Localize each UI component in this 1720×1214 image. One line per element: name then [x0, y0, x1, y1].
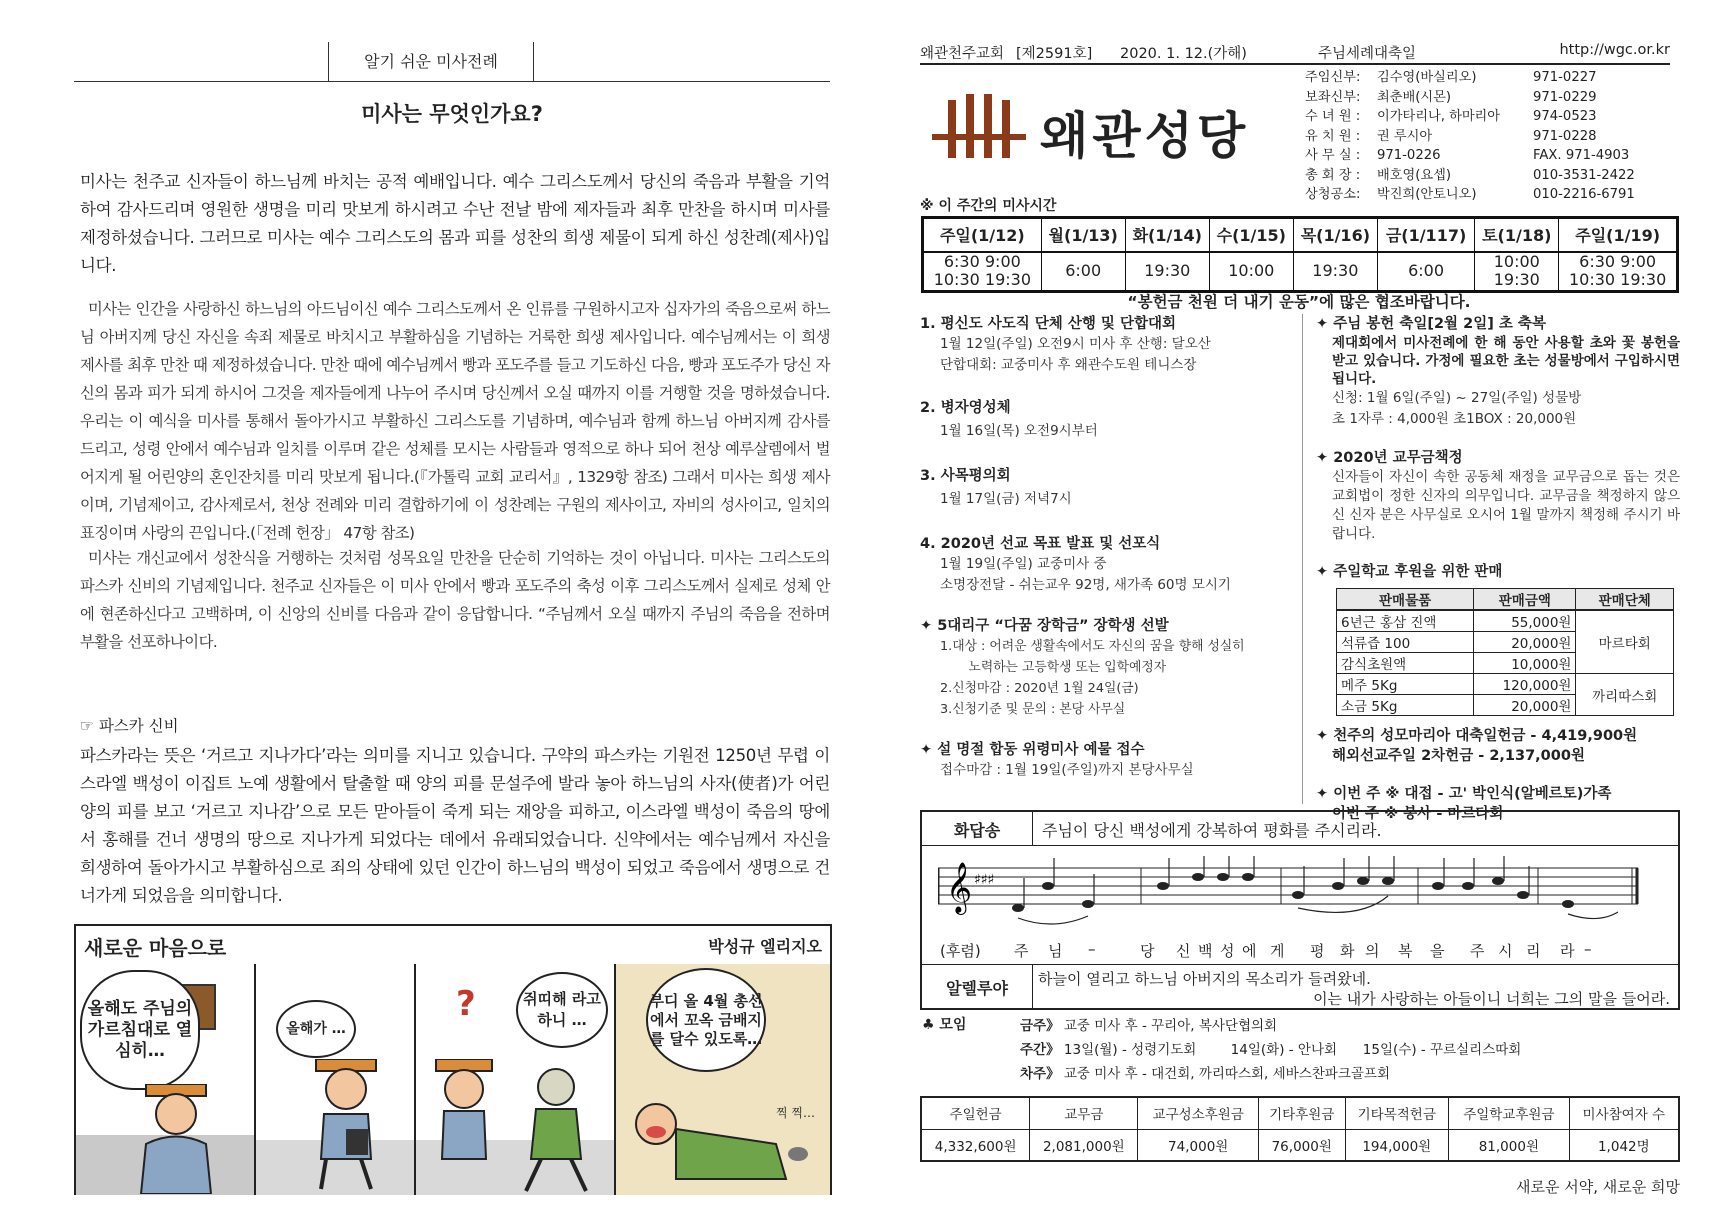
cartoon-panel-1 [76, 964, 256, 1195]
summary-value: 2,081,000원 [1030, 1129, 1138, 1161]
summary-value: 76,000원 [1258, 1129, 1345, 1161]
cartoon-strip [74, 924, 832, 1195]
mass-day: 금(1/117) [1377, 218, 1474, 252]
cartoon-panel-3 [416, 964, 616, 1195]
pascha-paragraph: 파스카라는 뜻은 ‘거르고 지나가다’라는 의미를 지니고 있습니다. 구약의 파스카는 기원전 1250년 무렵 이스라엘 백성이 이집트 노예 생활에서 탈출할 때 양의 피를 문설주에 발라 놓아 하느님의 사자(使者)가 어린양의 피를 보고 ‘거르고 지나감’으로 모든 맏아들이 죽게 되는 재앙을 피하고, 이스라엘 백성이 죽음의 땅에서 홍해를 건너 생명의 땅으로 지나가게 되었다는 데에서 유래되었습니다. 신약에서는 예수님께서 자신을 희생하여 돌아가시고 부활하심으로 죄의 상태에 있던 인간이 하느님의 백성이 되었고 죽음에서 생명으로 건너가게 되었음을 의미합니다. [80, 746, 830, 905]
lyrics-line: (후렴) 주 님 – 당 신 백 성 에 게 평 화 의 복 을 주 시 리 라 – [940, 940, 1592, 960]
offering-summary-table [920, 1096, 1680, 1162]
mass-day: 화(1/14) [1125, 218, 1209, 252]
table-row: 6년근 홍삼 진액 55,000원 마르타회 [1337, 610, 1674, 632]
notice-item: 1. 평신도 사도직 단체 산행 및 단합대회 1월 12일(주일) 오전9시 미사 후 산행: 달오산 단합대회: 교중미사 후 왜관수도원 테니스장 [920, 316, 1211, 373]
speech-bubble-1: 올해도 주님의 가르침대로 열심히… [80, 970, 200, 1090]
summary-value: 81,000원 [1449, 1129, 1570, 1161]
list-item: 주간》 13일(월) - 성령기도회 14일(화) - 안나회 15일(수) - 꾸르실리스따회 [1020, 1042, 1522, 1058]
motto: 새로운 서약, 새로운 희망 [1516, 1178, 1680, 1196]
body-paragraph-1: 미사는 인간을 사랑하신 하느님의 아드님이신 예수 그리스도께서 온 인류를 구원하시고자 십자가의 죽음으로써 하느님 아버지께 당신 자신을 속죄 제물로 바치시고 부활하심을 기념하는 거룩한 희생 제사입니다. 예수님께서는 이 희생 제사를 최후 만찬 때 제정하셨습니다. 만찬 때에 예수님께서 빵과 포도주를 들고 기도하신 다음, 빵과 포도주가 당신 자신의 몸과 피가 되게 하시어 그것을 제자들에게 나누어 주시며 당신께서 오실 때까지 이를 거행할 것을 명하셨습니다. 우리는 이 예식을 미사를 통해서 돌아가시고 부활하신 그리스도를 기념하며, 예수님과 함께 하느님 아버지께 감사를 드리고, 성령 안에서 예수님과 일치를 이루며 같은 성체를 모시는 사람들과 영적으로 하나 되어 천상 예루살렘에서 벌어지게 될 어린양의 혼인잔치를 미리 맛보게 됩니다.(『가톨릭 교회 교리서』, 1329항 참조) 그래서 미사는 희생 제사이며, 기념제이고, 감사제로서, 천상 전례와 미리 결합하기에 이 성찬례는 구원의 제사이고, 자비의 성사이고, 일치의 표징이며 사랑의 끈입니다.(「전례 헌장」 47항 참조) [80, 300, 830, 542]
mass-schedule-table [921, 216, 1679, 293]
contact-list [1305, 68, 1645, 205]
cartoon-panel-4 [616, 964, 830, 1195]
mass-time: 10:00 19:30 [1475, 252, 1559, 292]
notice-item: ✦ 2020년 교무금책정 신자들이 자신이 속한 공동체 재정을 교무금으로 돕는 것은 교회법이 정한 신자의 의무입니다. 교무금을 책정하지 않으신 신자 분은 사무실로 오시어 1월 말까지 책정해 주시기 바랍니다. [1316, 450, 1680, 542]
meetings-label: ♣ 모임 [922, 1017, 967, 1033]
sale-header: 판매물품 [1337, 589, 1474, 611]
table-row: 메주 5Kg 120,000원 까리따스회 [1337, 674, 1674, 695]
cartoon-author: 박성규 엘리지오 [708, 937, 822, 956]
mass-day: 주일(1/19) [1559, 218, 1678, 252]
alleluia-verse-2: 이는 내가 사랑하는 아들이니 너희는 그의 말을 들어라. [1313, 990, 1670, 1008]
question-mark: ? [456, 984, 476, 1024]
notices-column-2 [1316, 314, 1680, 824]
notice-item: 4. 2020년 선교 목표 발표 및 선포식 1월 19일(주일) 교중미사 중 소명장전달 - 쉬는교우 92명, 새가족 60명 모시기 [920, 536, 1231, 593]
table-row: 소금 5Kg 20,000원 [1337, 695, 1674, 716]
feast-name: 주님세례대축일 [1318, 46, 1417, 62]
kneeling-man-figure [626, 1084, 826, 1194]
issue-date: 2020. 1. 12.(가해) [1120, 46, 1247, 62]
mouse-squeak: 찍 찍… [776, 1106, 815, 1120]
sale-notice: ✦ 주일학교 후원을 위한 판매 판매물품 판매금액 판매단체 6년근 홍삼 진액 55,000원 마르타회 석류즙 100 20,000원 감식초원액 10,000원 메주 5Kg 120,000원 까리따스회 소금 5Kg 20,000원 [1316, 562, 1680, 716]
mass-time: 19:30 [1293, 252, 1377, 292]
summary-header: 기타후원금 [1258, 1097, 1345, 1129]
summary-header: 주일헌금 [921, 1097, 1030, 1129]
mass-day: 주일(1/12) [923, 218, 1042, 252]
praying-man-figure [116, 1084, 236, 1194]
notice-item: ✦ 5대리구 “다꿈 장학금” 장학생 선발 1.대상 : 어려운 생활속에서도 자신의 꿈을 향해 성실히 노력하는 고등학생 또는 입학예정자 2.신청마감 : 2020년 1월 24일(금) 3.신청기준 및 문의 : 본당 사무실 [920, 618, 1245, 717]
mass-time: 6:30 9:00 10:30 19:30 [1559, 252, 1678, 292]
notice-item: 3. 사목평의회 1월 17일(금) 저녁7시 [920, 468, 1072, 507]
contact-row: 유 치 원 : 권 루시아 971-0228 [1305, 128, 1597, 144]
speech-bubble-4: 부디 올 4월 총선에서 꼬옥 금배지를 달수 있도록… [646, 968, 766, 1072]
speech-bubble-3: 쥐띠해 라고하니 … [516, 972, 608, 1048]
body-paragraph-2: 미사는 개신교에서 성찬식을 거행하는 것처럼 성목요일 만찬을 단순히 기억하는 것이 아닙니다. 미사는 그리스도의 파스카 신비의 기념제입니다. 천주교 신자들은 이 미사 안에서 빵과 포도주의 축성 이후 그리스도께서 실제로 성체 안에 현존하신다고 고백하며, 이 신앙의 신비를 다음과 같이 응답합니다. “주님께서 오실 때까지 주님의 죽음을 전하며 부활을 선포하나이다. [80, 549, 830, 651]
mass-day: 월(1/13) [1041, 218, 1125, 252]
mouse-icon [788, 1147, 808, 1161]
table-row: 석류즙 100 20,000원 [1337, 632, 1674, 653]
summary-header: 교무금 [1030, 1097, 1138, 1129]
mass-day: 수(1/15) [1209, 218, 1293, 252]
mass-time: 6:30 9:00 10:30 19:30 [923, 252, 1042, 292]
offering-campaign-note: “봉헌금 천원 더 내기 운동”에 많은 협조바랍니다. [1127, 293, 1471, 311]
contact-row: 상청공소: 박진희(안토니오) 010-2216-6791 [1305, 187, 1635, 202]
page-title: 미사는 무엇인가요? [361, 102, 543, 126]
mass-schedule-caption: ※ 이 주간의 미사시간 [920, 198, 1057, 214]
contact-row: 주임신부: 김수영(바실리오) 971-0227 [1305, 70, 1597, 85]
mass-time: 10:00 [1209, 252, 1293, 292]
newsletter-header [920, 40, 1670, 64]
notices-column-1 [920, 314, 1290, 781]
pascha-heading: ☞ 파스카 신비 [80, 717, 179, 735]
alleluia-label: 알렐루야 [946, 979, 1008, 998]
summary-header: 미사참여자 수 [1569, 1097, 1679, 1129]
music-staff [938, 856, 1668, 936]
contact-row: 총 회 장 : 배호영(요셉) 010-3531-2422 [1305, 167, 1635, 183]
section-header [74, 42, 830, 82]
parish-logo-icon [930, 92, 1030, 166]
alleluia-verse-1: 하늘이 열리고 하느님 아버지의 목소리가 들려왔네. [1038, 970, 1371, 988]
parish-name: 왜관천주교회 [920, 46, 1005, 62]
mass-day: 토(1/18) [1475, 218, 1559, 252]
contact-row: 수 녀 원 : 이가타리나, 하마리아 974-0523 [1305, 109, 1597, 124]
notice-item: 2. 병자영성체 1월 16일(목) 오전9시부터 [920, 400, 1098, 439]
summary-header: 기타목적헌금 [1345, 1097, 1449, 1129]
section-label: 알기 쉬운 미사전례 [328, 42, 534, 82]
psalm-box [920, 810, 1680, 1010]
summary-value: 74,000원 [1138, 1129, 1259, 1161]
contact-row: 사 무 실 : 971-0226 FAX. 971-4903 [1305, 148, 1630, 163]
walking-man-figure [296, 1059, 396, 1195]
summary-header: 주일학교후원금 [1449, 1097, 1570, 1129]
mass-time: 6:00 [1377, 252, 1474, 292]
cartoon-title: 새로운 마음으로 [84, 936, 227, 960]
svg-text:♯♯♯: ♯♯♯ [974, 872, 995, 888]
psalm-text: 주님이 당신 백성에게 강복하여 평화를 주시리라. [1042, 821, 1382, 840]
speech-bubble-2: 올해가 … [276, 1000, 356, 1058]
two-men-figure [426, 1059, 616, 1195]
summary-header: 교구성소후원금 [1138, 1097, 1259, 1129]
sale-header: 판매단체 [1576, 589, 1674, 611]
summary-value: 194,000원 [1345, 1129, 1449, 1161]
donation-notice: ✦ 천주의 성모마리아 대축일헌금 - 4,419,900원 해외선교주일 2차헌금 - 2,137,000원 [1316, 728, 1638, 764]
mass-day: 목(1/16) [1293, 218, 1377, 252]
intro-paragraph: 미사는 천주교 신자들이 하느님께 바치는 공적 예배입니다. 예수 그리스도께서 당신의 죽음과 부활을 기억하여 감사드리며 영원한 생명을 미리 맛보게 하시려고 수난 전날 밤에 제자들과 최후 만찬을 하시며 미사를 제정하셨습니다. 그러므로 미사는 예수 그리스도의 몸과 피를 성찬의 희생 제물이 되게 하신 성찬례(제사)입니다. [80, 172, 830, 275]
summary-value: 1,042명 [1569, 1129, 1679, 1161]
mass-time: 19:30 [1125, 252, 1209, 292]
psalm-label: 화답송 [953, 821, 1001, 840]
issue-number: [제2591호] [1016, 46, 1093, 62]
parish-logo-text: 왜관성당 [1040, 106, 1250, 165]
duty-notice: ✦ 이번 주 ※ 대접 - 고' 박인식(알베르토)가족 이번 주 ※ 봉사 - 마르타회 [1316, 786, 1612, 822]
website-link[interactable]: http://wgc.or.kr [1559, 42, 1670, 58]
notice-item: ✦ 설 명절 합동 위령미사 예물 접수 접수마감 : 1월 19일(주일)까지 본당사무실 [920, 742, 1194, 778]
mass-time: 6:00 [1041, 252, 1125, 292]
contact-row: 보좌신부: 최춘배(시몬) 971-0229 [1305, 89, 1597, 105]
meetings-list [1020, 1014, 1521, 1086]
list-item: 금주》 교중 미사 후 - 꾸리아, 복사단협의회 [1020, 1018, 1278, 1034]
table-row: 감식초원액 10,000원 [1337, 653, 1674, 674]
notice-item: ✦ 주님 봉헌 축일[2월 2일] 초 축복 제대회에서 미사전례에 한 해 동안 사용할 초와 꽃 봉헌을 받고 있습니다. 가정에 필요한 초는 성물방에서 구입하시면 됩니다. 신청: 1월 6일(주일) ~ 27일(주일) 성물방 초 1자루 : 4,000원 초1BOX : 20,000원 [1316, 316, 1680, 427]
cartoon-panel-2 [256, 964, 416, 1195]
summary-value: 4,332,600원 [921, 1129, 1030, 1161]
treble-clef-icon: 𝄞 [946, 862, 973, 913]
list-item: 차주》 교중 미사 후 - 대건회, 까리따스회, 세바스찬파크골프회 [1020, 1066, 1390, 1082]
sale-header: 판매금액 [1474, 589, 1576, 611]
sale-table [1336, 588, 1674, 716]
